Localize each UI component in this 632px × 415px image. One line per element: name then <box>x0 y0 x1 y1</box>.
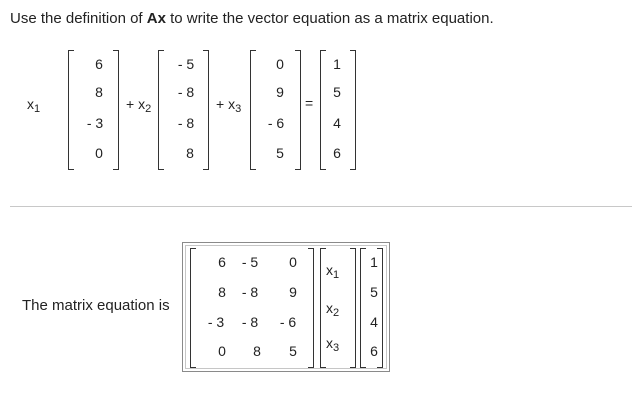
vector3-entry: 9 <box>276 84 284 100</box>
vector2-entry: - 8 <box>177 84 195 100</box>
matrix-b-entry: 4 <box>370 314 378 330</box>
b-vector-entry: 1 <box>333 56 341 72</box>
x2-coefficient: + $x_2$ <box>126 96 152 115</box>
matrix-a-cell: 0 <box>289 254 297 270</box>
vector2-entry: 8 <box>186 145 194 161</box>
vector3-entry: - 6 <box>267 115 285 131</box>
matrix-a-cell: - 3 <box>207 314 225 330</box>
matrix-b-entry: 5 <box>370 284 378 300</box>
vector3-entry: 0 <box>276 56 284 72</box>
matrix-a-cell: 8 <box>253 343 261 359</box>
equals-sign: = <box>305 95 314 111</box>
x3-coefficient: + $x_3$ <box>216 96 242 115</box>
matrix-equation-label: The matrix equation is <box>22 297 170 314</box>
matrix-a-cell: 5 <box>289 343 297 359</box>
vector1-entry: 6 <box>95 56 103 72</box>
matrix-a-cell: 9 <box>289 284 297 300</box>
matrix-a-left-bracket <box>190 248 196 368</box>
vector1-entry: - 3 <box>86 115 104 131</box>
matrix-a-cell: - 6 <box>279 314 297 330</box>
prompt-text-bold: Ax <box>146 10 166 27</box>
matrix-b-entry: 6 <box>370 343 378 359</box>
vector3-entry: 5 <box>276 145 284 161</box>
b-vector-entry: 6 <box>333 145 341 161</box>
x-vector-entry: $x_1$ <box>326 262 340 281</box>
section-divider <box>10 206 632 207</box>
prompt-text-pre: Use the definition of <box>10 10 147 27</box>
matrix-b-entry: 1 <box>370 254 378 270</box>
matrix-a-cell: - 8 <box>241 284 259 300</box>
matrix-a-cell: 6 <box>218 254 226 270</box>
x1-coefficient: $x_1$ <box>27 96 41 115</box>
prompt-text-post: to write the vector equation as a matrix equation. <box>165 10 494 27</box>
vector3-left-bracket <box>250 50 256 170</box>
question-prompt <box>10 10 494 27</box>
vector2-left-bracket <box>158 50 164 170</box>
x-vector-entry: $x_3$ <box>326 335 340 354</box>
x-vector-entry: $x_2$ <box>326 300 340 319</box>
matrix-a-cell: - 8 <box>241 314 259 330</box>
vector1-left-bracket <box>68 50 74 170</box>
b-vector-entry: 5 <box>333 84 341 100</box>
matrix-a-cell: - 5 <box>241 254 259 270</box>
vector1-entry: 8 <box>95 84 103 100</box>
b-vector-entry: 4 <box>333 115 341 131</box>
vector2-entry: - 5 <box>177 56 195 72</box>
vector2-entry: - 8 <box>177 115 195 131</box>
vector1-entry: 0 <box>95 145 103 161</box>
matrix-a-cell: 0 <box>218 343 226 359</box>
matrix-a-cell: 8 <box>218 284 226 300</box>
